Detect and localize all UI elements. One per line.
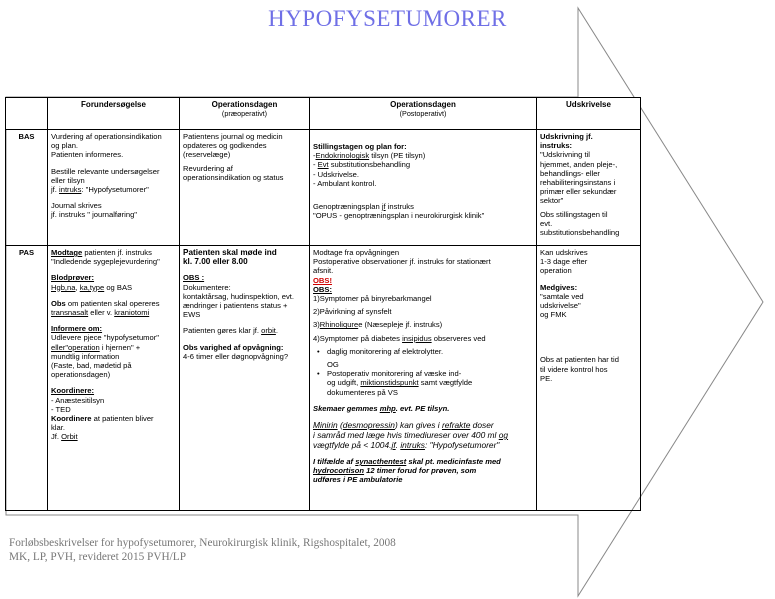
cell-bas-udskrivelse: Udskrivning jf. instruks: "Udskrivning til hjemmet, anden pleje-, behandlings- eller rehabiliteringsinstans i primær eller sekundær sektor" Obs stillingstagen til evt. substitutionsbehandling <box>537 130 641 246</box>
footer-citation <box>9 536 396 564</box>
header-operationsdagen-praeop: Operationsdagen (præoperativt) <box>180 98 310 130</box>
cell-pas-postop: Modtage fra opvågningen Postoperative observationer jf. instruks for stationært afsnit. OBS! OBS: 1)Symptomer på binyrebarkmangel 2)Påvirkning af synsfelt 3)Rhinoliquree (Næsepleje jf. instruks) 4)Symptomer på diabetes insipidus observeres ved • daglig monitorering af elektrolytter. OG • Postoperativ monitorering af væske ind- og udgift, miktionstidspunkt samt vægtfylde dokumenteres på VS Skemaer gemmes mhp. evt. PE tilsyn. Minirin (desmopressin) kan gives i refrakte doser i samråd med læge hvis timediureser over 400 ml og vægtfylde på < 1004.jf. intruks: "Hypofysetumorer" I tilfælde af synacthentest skal pt. medicinfaste med hydrocortison 12 timer forud for prøven, som udføres i PE ambulatorie <box>310 246 537 511</box>
cell-pas-udskrivelse: Kan udskrives 1-3 dage efter operation Medgives: "samtale ved udskrivelse" og FMK Obs at patienten har tid til videre kontrol hos PE. <box>537 246 641 511</box>
table-header-row <box>6 98 641 130</box>
table-row-bas <box>6 130 641 246</box>
cell-bas-forundersoegelse: Vurdering af operationsindikation og plan. Patienten informeres. Bestille relevante undersøgelser eller tilsyn jf. intruks: "Hypofysetumorer" Journal skrives jf. instruks " journalføring" <box>48 130 180 246</box>
header-udskrivelse: Udskrivelse <box>537 98 641 130</box>
header-operationsdagen-postop: Operationsdagen (Postoperativt) <box>310 98 537 130</box>
cell-pas-forundersoegelse: Modtage patienten jf. instruks "Indledende sygeplejevurdering" Blodprøver: Hgb,na, ka,type og BAS Obs om patienten skal opereres transnasalt eller v. kraniotomi Informere om: Udlevere pjece "hypofysetumor" eller"operation i hjernen" + mundtlig information (Faste, bad, mødetid på operationsdagen) Koordinere: - Anæstesitilsyn - TED Koordinere at patienten bliver klar. Jf. Orbit <box>48 246 180 511</box>
cell-bas-praeop: Patientens journal og medicin opdateres og godkendes (reservelæge) Revurdering af operationsindikation og status <box>180 130 310 246</box>
cell-bas-postop: Stillingstagen og plan for: -Endokrinologisk tilsyn (PE tilsyn) - Evt substitutionsbehandling - Udskrivelse. - Ambulant kontrol. Genoptræningsplan jf instruks "OPUS - genoptræningsplan i neurokirurgisk klinik" <box>310 130 537 246</box>
header-corner <box>6 98 48 130</box>
cell-pas-praeop: Patienten skal møde ind kl. 7.00 eller 8.00 OBS : Dokumentere: kontaktårsag, hudinspektion, evt. ændringer i patientens status + EWS Patienten gøres klar jf. orbit. Obs varighed af opvågning: 4-6 timer eller døgnopvågning? <box>180 246 310 511</box>
care-pathway-table <box>5 97 641 511</box>
footer-line-2: MK, LP, PVH, revideret 2015 PVH/LP <box>9 551 186 563</box>
page-title: HYPOFYSETUMORER <box>268 6 507 31</box>
header-forundersoegelse: Forundersøgelse <box>48 98 180 130</box>
row-label-pas: PAS <box>6 246 48 511</box>
table-row-pas <box>6 246 641 511</box>
footer-line-1: Forløbsbeskrivelser for hypofysetumorer, Neurokirurgisk klinik, Rigshospitalet, 2008 <box>9 537 396 549</box>
row-label-bas: BAS <box>6 130 48 246</box>
